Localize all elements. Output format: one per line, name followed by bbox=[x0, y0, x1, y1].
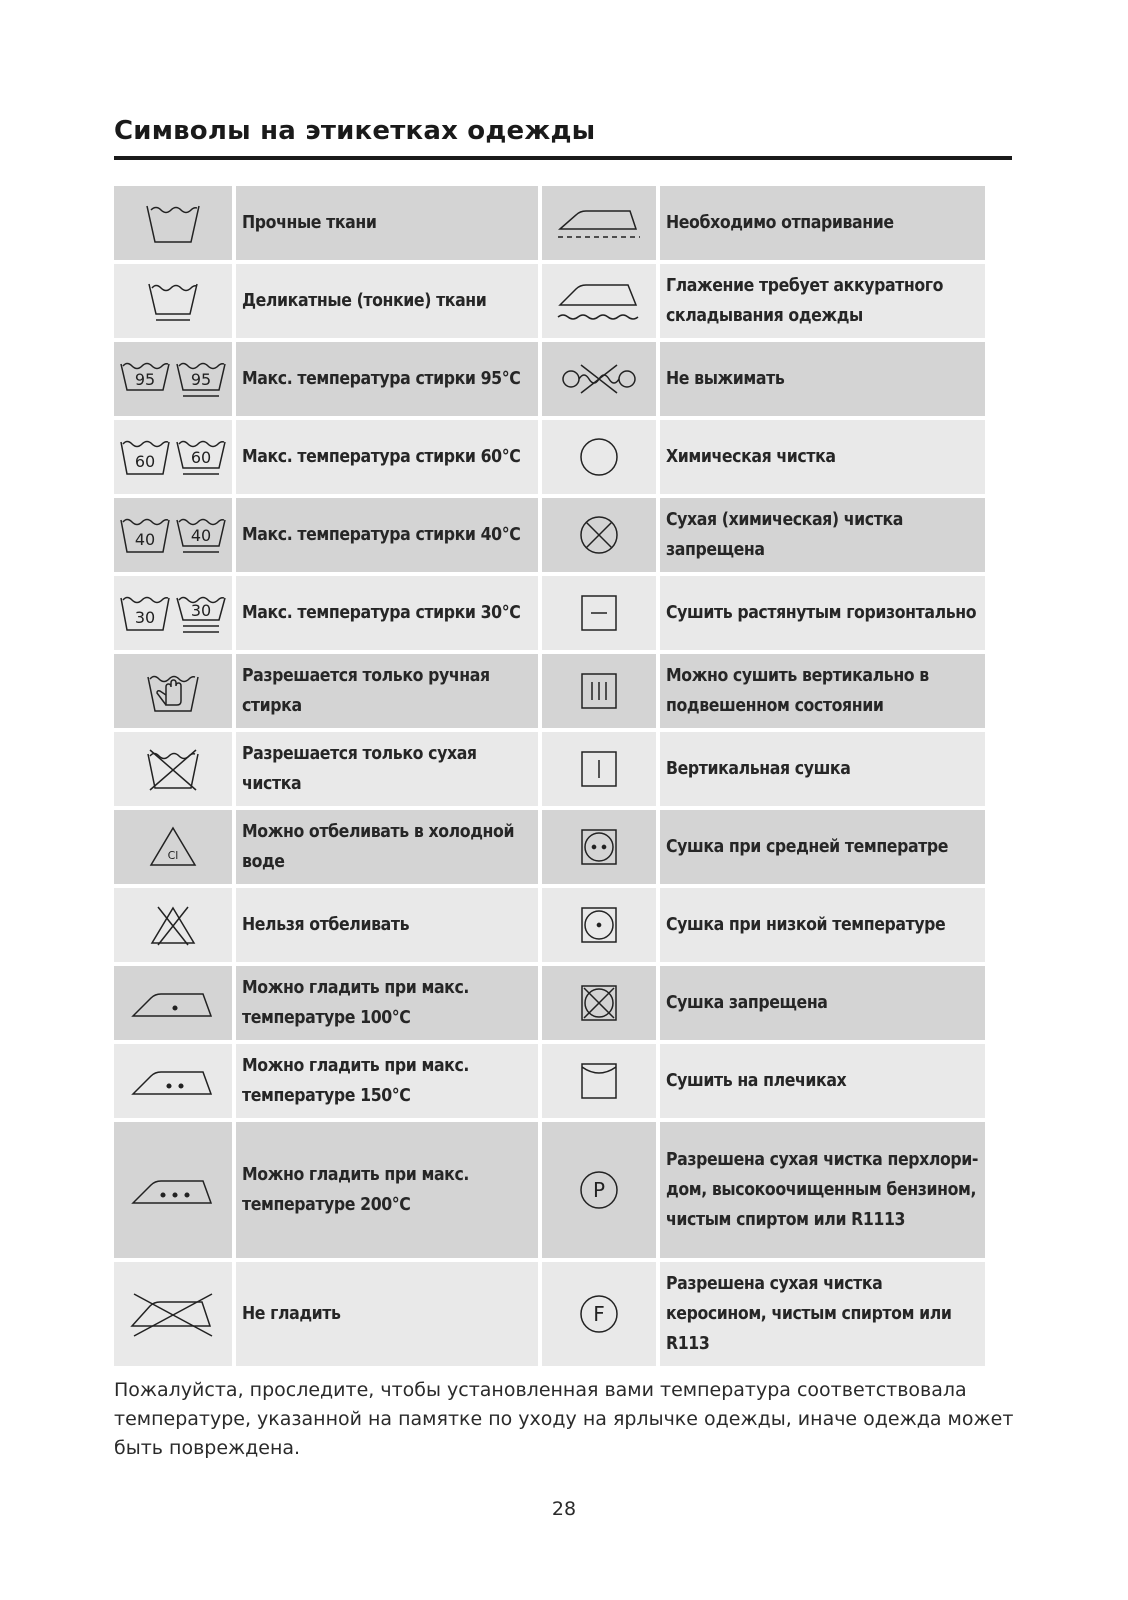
symbol-description: Разрешена сухая чистка перхлори-дом, высокоочищенным бензином, чистым спиртом или R1113 bbox=[660, 1122, 985, 1258]
do-not-wring-icon bbox=[559, 361, 639, 397]
symbol-description: Сушка при средней температре bbox=[660, 810, 985, 884]
icon-cell bbox=[542, 186, 656, 260]
icon-cell bbox=[542, 966, 656, 1040]
table-row bbox=[114, 654, 985, 728]
icon-cell bbox=[542, 576, 656, 650]
table-row bbox=[114, 1044, 985, 1118]
table-row bbox=[114, 342, 985, 416]
icon-cell bbox=[114, 498, 232, 572]
symbol-description: Можно сушить вертикально в подвешенном состоянии bbox=[660, 654, 985, 728]
svg-text:40: 40 bbox=[134, 530, 156, 549]
icon-cell bbox=[114, 264, 232, 338]
symbol-description: Разрешена сухая чистка керосином, чистым спиртом или R113 bbox=[660, 1262, 985, 1366]
symbol-description: Макс. температура стирки 95°C bbox=[236, 342, 538, 416]
icon-cell bbox=[114, 810, 232, 884]
drip-dry-icon bbox=[579, 671, 619, 711]
care-symbols-table bbox=[110, 182, 989, 1370]
iron-wave-icon bbox=[556, 277, 642, 325]
tumble-dry-low-icon bbox=[579, 905, 619, 945]
symbol-description: Сушка запрещена bbox=[660, 966, 985, 1040]
dry-clean-p-icon bbox=[578, 1169, 620, 1211]
no-tumble-dry-icon bbox=[579, 983, 619, 1023]
symbol-description: Можно гладить при макс. температуре 200°C bbox=[236, 1122, 538, 1258]
svg-text:Cl: Cl bbox=[167, 849, 179, 862]
svg-text:95: 95 bbox=[134, 370, 156, 389]
table-row bbox=[114, 420, 985, 494]
svg-text:30: 30 bbox=[134, 608, 156, 627]
symbol-description: Макс. температура стирки 30°C bbox=[236, 576, 538, 650]
icon-cell bbox=[542, 498, 656, 572]
icon-cell bbox=[542, 1044, 656, 1118]
svg-text:60: 60 bbox=[190, 448, 212, 467]
symbol-description: Глажение требует аккуратного складывания одежды bbox=[660, 264, 985, 338]
symbol-description: Химическая чистка bbox=[660, 420, 985, 494]
svg-text:95: 95 bbox=[190, 370, 212, 389]
care-note: Пожалуйста, проследите, чтобы установленная вами температура соответствовала температуре, указанной на памятке по уходу на ярлычке одежды, иначе одежда может быть повреждена. bbox=[114, 1379, 1014, 1459]
icon-cell bbox=[542, 342, 656, 416]
icon-cell bbox=[114, 420, 232, 494]
icon-cell bbox=[542, 1262, 656, 1366]
wash-60-icon bbox=[117, 434, 229, 480]
symbol-description: Сушить растянутым горизонтально bbox=[660, 576, 985, 650]
symbol-description: Можно гладить при макс. температуре 100°C bbox=[236, 966, 538, 1040]
table-row bbox=[114, 732, 985, 806]
table-row bbox=[114, 1122, 985, 1258]
dry-on-hanger-icon bbox=[579, 1061, 619, 1101]
icon-cell bbox=[114, 576, 232, 650]
icon-cell bbox=[542, 732, 656, 806]
no-dry-clean-icon bbox=[578, 514, 620, 556]
page-number: 28 bbox=[551, 1498, 577, 1520]
svg-text:30: 30 bbox=[190, 601, 212, 620]
table-row bbox=[114, 576, 985, 650]
symbol-description: Нельзя отбеливать bbox=[236, 888, 538, 962]
bleach-cl-icon bbox=[148, 825, 198, 869]
icon-cell bbox=[114, 1262, 232, 1366]
icon-cell bbox=[114, 654, 232, 728]
icon-cell bbox=[114, 732, 232, 806]
symbol-description: Сушить на плечиках bbox=[660, 1044, 985, 1118]
icon-cell bbox=[542, 810, 656, 884]
symbol-description: Не гладить bbox=[236, 1262, 538, 1366]
wash-40-icon bbox=[117, 512, 229, 558]
do-not-wash-icon bbox=[144, 746, 202, 792]
table-row bbox=[114, 264, 985, 338]
table-row bbox=[114, 810, 985, 884]
iron-steam-icon bbox=[556, 203, 642, 243]
icon-cell bbox=[542, 654, 656, 728]
wash-95-icon bbox=[117, 356, 229, 402]
icon-cell bbox=[114, 966, 232, 1040]
dry-flat-icon bbox=[579, 593, 619, 633]
table-row bbox=[114, 888, 985, 962]
icon-cell bbox=[114, 186, 232, 260]
symbol-description: Можно отбеливать в холодной воде bbox=[236, 810, 538, 884]
symbol-description: Необходимо отпаривание bbox=[660, 186, 985, 260]
table-row bbox=[114, 1262, 985, 1366]
do-not-iron-icon bbox=[128, 1290, 218, 1338]
page-title: Символы на этикетках одежды bbox=[114, 116, 596, 146]
tumble-dry-medium-icon bbox=[579, 827, 619, 867]
no-bleach-icon bbox=[148, 903, 198, 947]
symbol-description: Прочные ткани bbox=[236, 186, 538, 260]
symbol-description: Не выжимать bbox=[660, 342, 985, 416]
symbol-description: Макс. температура стирки 40°C bbox=[236, 498, 538, 572]
title-underline bbox=[114, 156, 1012, 160]
icon-cell bbox=[114, 1044, 232, 1118]
symbol-description: Разрешается только ручная стирка bbox=[236, 654, 538, 728]
symbol-description: Вертикальная сушка bbox=[660, 732, 985, 806]
icon-cell bbox=[114, 888, 232, 962]
icon-cell bbox=[114, 342, 232, 416]
wash-30-icon bbox=[117, 590, 229, 636]
dry-clean-f-icon bbox=[578, 1293, 620, 1335]
svg-text:40: 40 bbox=[190, 526, 212, 545]
hand-wash-icon bbox=[144, 667, 202, 715]
icon-cell bbox=[542, 420, 656, 494]
symbol-description: Сушка при низкой температуре bbox=[660, 888, 985, 962]
symbol-description: Деликатные (тонкие) ткани bbox=[236, 264, 538, 338]
svg-text:60: 60 bbox=[134, 452, 156, 471]
table-row bbox=[114, 498, 985, 572]
icon-cell bbox=[542, 888, 656, 962]
iron-two-dots-icon bbox=[129, 1062, 217, 1100]
wash-tub-icon bbox=[143, 200, 203, 246]
symbol-description: Разрешается только сухая чистка bbox=[236, 732, 538, 806]
icon-cell bbox=[542, 264, 656, 338]
icon-cell bbox=[542, 1122, 656, 1258]
icon-cell bbox=[114, 1122, 232, 1258]
symbol-description: Можно гладить при макс. температуре 150°C bbox=[236, 1044, 538, 1118]
svg-text:F: F bbox=[593, 1302, 605, 1326]
line-dry-icon bbox=[579, 749, 619, 789]
iron-one-dot-icon bbox=[129, 984, 217, 1022]
symbol-description: Сухая (химическая) чистка запрещена bbox=[660, 498, 985, 572]
wash-tub-delicate-icon bbox=[145, 278, 201, 324]
dry-clean-circle-icon bbox=[578, 436, 620, 478]
iron-three-dots-icon bbox=[129, 1171, 217, 1209]
symbol-description: Макс. температура стирки 60°C bbox=[236, 420, 538, 494]
table-row bbox=[114, 966, 985, 1040]
table-row bbox=[114, 186, 985, 260]
svg-text:P: P bbox=[592, 1178, 606, 1202]
